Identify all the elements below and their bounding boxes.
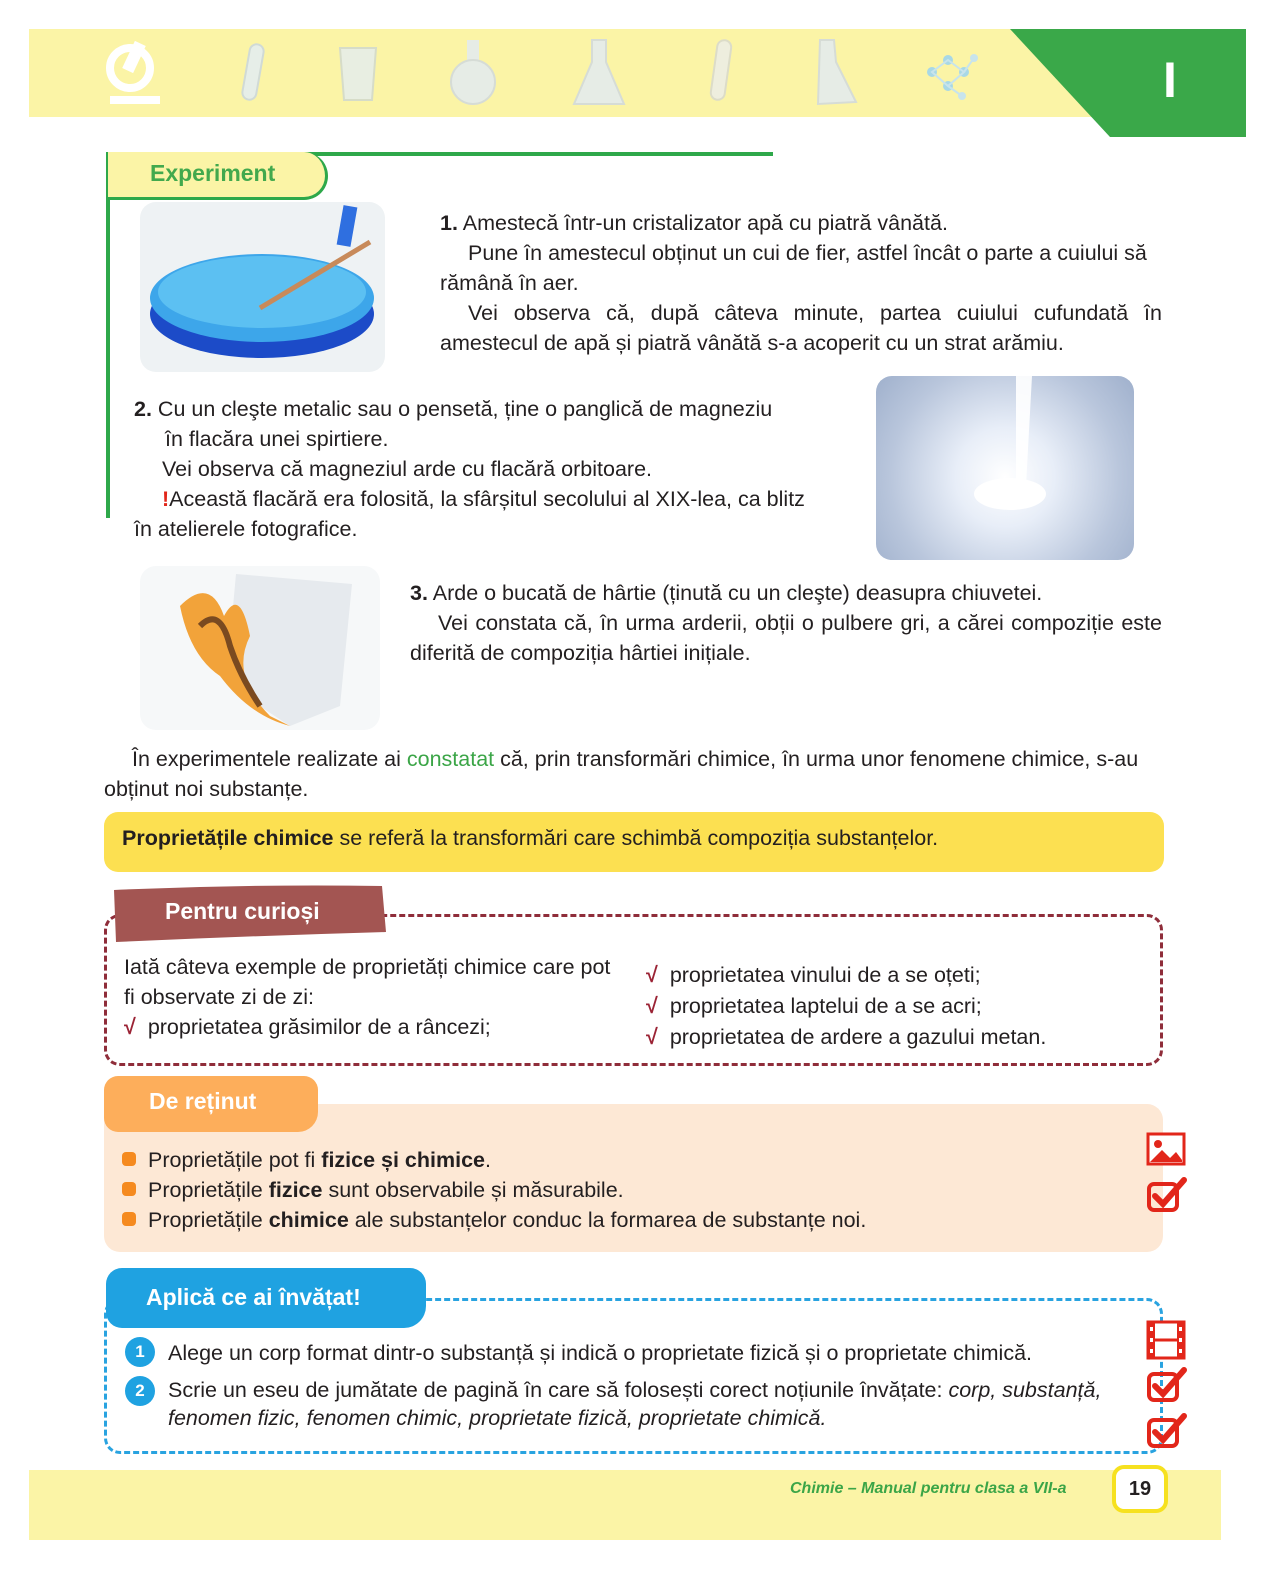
check-icon: √ — [124, 1015, 136, 1039]
curious-intro: Iată câteva exemple de proprietăți chimice care pot fi observate zi de zi: — [124, 955, 611, 1009]
remember-label — [104, 1076, 318, 1132]
check-icon: √ — [646, 1025, 658, 1049]
step3-number: 3. — [410, 581, 428, 605]
bullet-icon — [122, 1212, 136, 1226]
bullet-icon — [122, 1182, 136, 1196]
curious-item: proprietatea vinului de a se oțeti; — [669, 963, 981, 987]
step3-line2: Vei constata că, în urma arderii, obții o pulbere gri, a cărei compoziție este diferită de compoziția hârtiei inițiale. — [410, 611, 1162, 665]
definition-term: Proprietățile chimice — [122, 826, 334, 850]
check-icon: √ — [646, 994, 658, 1018]
microscope-icon — [100, 38, 166, 108]
round-flask-icon — [440, 38, 506, 108]
step1-line2: Pune în amestecul obținut un cui de fier, astfel încât o parte a cuiului să rămână în aer. — [440, 241, 1147, 295]
definition-text: se referă la transformări care schimbă compoziția substanțelor. — [333, 826, 939, 850]
task2-terms-2: fenomen fizic, fenomen chimic, proprietate fizică, proprietate chimică. — [168, 1406, 827, 1430]
copper-sulfate-photo — [140, 202, 385, 372]
remember-list — [122, 1145, 1102, 1235]
image-icon[interactable] — [1146, 1132, 1186, 1166]
remember-label-text: De reținut — [149, 1088, 257, 1114]
task2-instruction: Scrie un eseu de jumătate de pagină în care să folosești corect noțiunile învățate: — [168, 1378, 949, 1402]
checkbox-icon[interactable] — [1146, 1366, 1188, 1404]
task2-terms-1: corp, substanță, — [948, 1378, 1102, 1402]
step2-number: 2. — [134, 397, 152, 421]
curious-right-column — [646, 960, 1146, 1053]
step1-text — [440, 208, 1162, 358]
task1-text: Alege un corp format dintr-o substanță și indică o proprietate fizică și o proprietate chimică. — [168, 1341, 1033, 1365]
chapter-number: I — [1163, 52, 1177, 108]
apply-label — [106, 1268, 426, 1328]
experiment-label-text: Experiment — [150, 160, 276, 186]
checkbox-icon[interactable] — [1146, 1176, 1188, 1214]
step2-warning-mark: ! — [162, 487, 170, 511]
definition-bar — [104, 812, 1164, 872]
task2-text — [168, 1376, 1158, 1432]
remember-item: Proprietățile pot fi fizice și chimice. — [122, 1145, 1102, 1175]
step2-line3b: în atelierele fotografice. — [134, 517, 358, 541]
chapter-tab — [1010, 29, 1246, 139]
molecule-icon — [918, 38, 984, 108]
apply-label-text: Aplică ce ai învățat! — [146, 1284, 361, 1310]
experiment-label — [108, 152, 328, 200]
conclusion-after: că, prin transformări chimice, în urma unor fenomene chimice, s-au obținut noi substanțe. — [104, 747, 1139, 801]
task2-number: 2 — [125, 1376, 155, 1406]
erlenmeyer-flask-icon — [566, 38, 632, 108]
step1-line3: Vei observa că, după câteva minute, partea cuiului cufundată în amestecul de apă și piatră vânătă s-a acoperit cu un strat arămiu. — [440, 301, 1162, 355]
curious-label: Pentru curioși — [165, 898, 320, 924]
burning-paper-photo — [140, 566, 380, 730]
curious-item: proprietatea laptelui de a se acri; — [669, 994, 982, 1018]
step1-line1: Amestecă într-un cristalizator apă cu piatră vânătă. — [462, 211, 948, 235]
curious-left-column — [124, 952, 624, 1042]
test-tube-icon — [222, 38, 288, 108]
step3-text — [410, 578, 1162, 668]
conclusion-before: În experimentele realizate ai — [132, 747, 407, 771]
step2-line1b: în flacăra unei spirtiere. — [165, 427, 389, 451]
conclusion-paragraph — [104, 744, 1164, 804]
magnesium-flame-photo — [876, 376, 1134, 560]
step2-line3a: Această flacără era folosită, la sfârșitul secolului al XIX-lea, ca blitz — [169, 487, 805, 511]
conical-flask-icon — [800, 38, 866, 108]
book-title: Chimie – Manual pentru clasa a VII-a — [790, 1480, 1067, 1497]
film-icon[interactable] — [1146, 1320, 1186, 1360]
step2-text — [134, 394, 834, 544]
step1-number: 1. — [440, 211, 458, 235]
step2-line1a: Cu un cleşte metalic sau o pensetă, ține o panglică de magneziu — [157, 397, 773, 421]
step3-line1: Arde o bucată de hârtie (ținută cu un cleşte) deasupra chiuvetei. — [432, 581, 1043, 605]
experiment-border-left — [106, 152, 110, 518]
bullet-icon — [122, 1152, 136, 1166]
step2-line2: Vei observa că magneziul arde cu flacără orbitoare. — [162, 457, 652, 481]
beaker-icon — [326, 38, 392, 108]
conclusion-highlight: constatat — [406, 747, 495, 771]
remember-item: Proprietățile chimice ale substanțelor conduc la formarea de substanțe noi. — [122, 1205, 1102, 1235]
check-icon: √ — [646, 963, 658, 987]
task1-number: 1 — [125, 1337, 155, 1367]
checkbox-icon[interactable] — [1146, 1412, 1188, 1450]
curious-item: proprietatea grăsimilor de a râncezi; — [147, 1015, 491, 1039]
curious-item: proprietatea de ardere a gazului metan. — [669, 1025, 1047, 1049]
page-number: 19 — [1112, 1465, 1168, 1513]
thermometer-icon — [688, 38, 754, 108]
remember-item: Proprietățile fizice sunt observabile și măsurabile. — [122, 1175, 1102, 1205]
